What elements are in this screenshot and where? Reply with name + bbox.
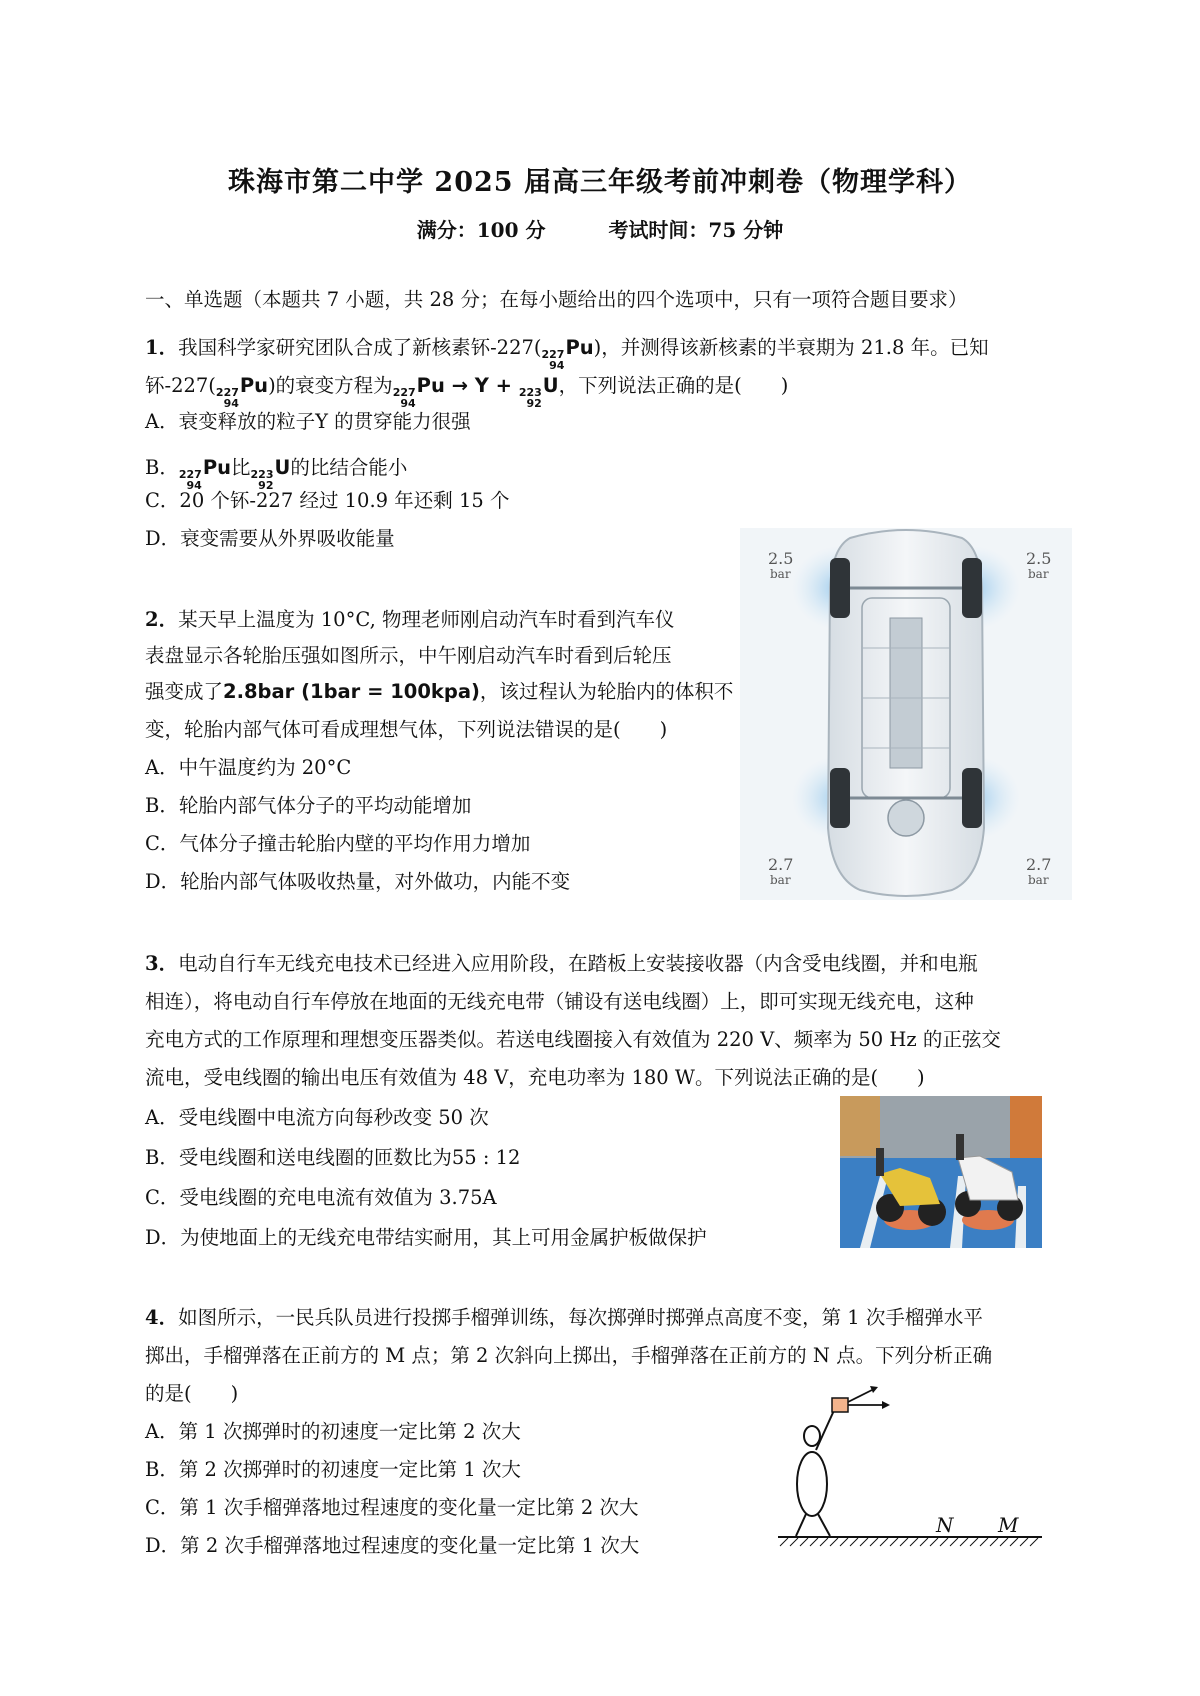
q1-text-a: 我国科学家研究团队合成了新核素钚-227( (178, 336, 542, 359)
tire-unit-rr: bar (1028, 873, 1049, 887)
tire-front-right (962, 558, 982, 618)
q2-number: 2． (145, 608, 179, 631)
oblique-velocity-arrow (848, 1390, 872, 1402)
q4-stem-line2: 掷出，手榴弹落在正前方的 M 点；第 2 次斜向上掷出，手榴弹落在正前方的 N 点。下列分析正确 (145, 1344, 993, 1367)
tire-unit-fl: bar (770, 567, 791, 581)
tire-pressure-figure (740, 528, 1072, 900)
tire-rear-left (830, 768, 850, 828)
pressure-value: 2.8bar (1bar = 100kpa) (223, 680, 480, 703)
q3-option-a: A．受电线圈中电流方向每秒改变 50 次 (145, 1106, 489, 1129)
tire-pressure-rl: 2.7 (768, 855, 794, 874)
q1-text-b: )，并测得该新核素的半衰期为 21.8 年。已知 (593, 336, 989, 359)
q4-option-a: A．第 1 次掷弹时的初速度一定比第 2 次大 (145, 1420, 521, 1443)
nuclide-pu: 227 94 Pu (541, 336, 594, 372)
q4-option-c: C．第 1 次手榴弹落地过程速度的变化量一定比第 2 次大 (145, 1496, 639, 1519)
q1-number: 1． (145, 336, 179, 359)
lane-number: 1 (1014, 1222, 1027, 1247)
ebike-photo (840, 1096, 1042, 1248)
decay-arrow: → Y + (444, 374, 519, 397)
q2-option-d: D．轮胎内部气体吸收热量，对外做功，内能不变 (145, 870, 571, 893)
nuclide-pu: 227 94 Pu (392, 374, 445, 410)
person-leg (796, 1514, 806, 1536)
tire-front-left (830, 558, 850, 618)
nuclide-pu: 227 94 Pu (178, 456, 231, 492)
point-n-label: N (936, 1513, 954, 1537)
q2-option-b: B．轮胎内部气体分子的平均动能增加 (145, 794, 472, 817)
q1-option-c: C．20 个钚-227 经过 10.9 年还剩 15 个 (145, 489, 510, 512)
nuclide-pu: 227 94 Pu (215, 374, 269, 410)
car-diagram (740, 528, 1072, 900)
q4-number: 4． (145, 1306, 179, 1329)
person-leg (818, 1514, 830, 1536)
tire-pressure-fr: 2.5 (1026, 549, 1052, 568)
q2-stem-line4: 变，轮胎内部气体可看成理想气体，下列说法错误的是( ) (145, 718, 668, 741)
tire-pressure-fl: 2.5 (768, 549, 794, 568)
tire-rear-right (962, 768, 982, 828)
tire-pressure-rr: 2.7 (1026, 855, 1052, 874)
q3-stem-line1: 3．电动自行车无线充电技术已经进入应用阶段，在踏板上安装接收器（内含受电线圈，并和电瓶 (145, 952, 978, 975)
q4-option-d: D．第 2 次手榴弹落地过程速度的变化量一定比第 1 次大 (145, 1534, 640, 1557)
q2-stem-line2: 表盘显示各轮胎压强如图所示，中午刚启动汽车时看到后轮压 (145, 644, 672, 667)
exam-time: 考试时间：75 分钟 (608, 218, 784, 242)
ground-hatch (780, 1538, 1038, 1546)
tire-unit-fr: bar (1028, 567, 1049, 581)
q1-option-a: A．衰变释放的粒子Y 的贯穿能力很强 (145, 410, 471, 433)
q2-stem-line3: 强变成了2.8bar (1bar = 100kpa)，该过程认为轮胎内的体积不 (145, 680, 734, 703)
grenade-throw-figure (776, 1384, 1048, 1556)
q3-option-b: B．受电线圈和送电线圈的匝数比为55 : 12 (145, 1146, 521, 1169)
q1-option-b: B． 227 94 Pu比 223 92 U的比结合能小 (145, 456, 408, 492)
q4-stem-line1: 4．如图所示，一民兵队员进行投掷手榴弹训练，每次掷弹时掷弹点高度不变，第 1 次手榴弹水平 (145, 1306, 983, 1329)
q3-option-d: D．为使地面上的无线充电带结实耐用，其上可用金属护板做保护 (145, 1226, 707, 1249)
person-head (804, 1426, 820, 1446)
tire-unit-rl: bar (770, 873, 791, 887)
q2-option-c: C．气体分子撞击轮胎内壁的平均作用力增加 (145, 832, 531, 855)
nuclide-u: 223 92 U (518, 374, 559, 410)
grenade (832, 1398, 848, 1412)
section-heading: 一、单选题（本题共 7 小题，共 28 分；在每小题给出的四个选项中，只有一项符合题目要求） (145, 288, 968, 311)
point-m-label: M (998, 1513, 1019, 1537)
q1-option-d: D．衰变需要从外界吸收能量 (145, 527, 395, 550)
q4-stem-line3: 的是( ) (145, 1382, 239, 1405)
nuclide-u: 223 92 U (250, 456, 291, 492)
q4-option-b: B．第 2 次掷弹时的初速度一定比第 1 次大 (145, 1458, 521, 1481)
page-title: 珠海市第二中学 2025 届高三年级考前冲刺卷（物理学科） (228, 167, 972, 198)
q3-stem-line4: 流电，受电线圈的输出电压有效值为 48 V，充电功率为 180 W。下列说法正确的是( ) (145, 1066, 925, 1089)
q2-option-a: A．中午温度约为 20°C (145, 756, 352, 779)
q1-stem-line2: 钚-227( 227 94 Pu)的衰变方程为 227 94 Pu → Y + 223 92 U，下列说法正确的是( ) (145, 374, 789, 410)
full-score: 满分：100 分 (416, 218, 546, 242)
exam-info (0, 214, 1200, 243)
q3-option-c: C．受电线圈的充电电流有效值为 3.75A (145, 1186, 497, 1209)
q3-stem-line3: 充电方式的工作原理和理想变压器类似。若送电线圈接入有效值为 220 V、频率为 50 Hz 的正弦交 (145, 1028, 1001, 1051)
q2-stem-line1: 2．某天早上温度为 10°C, 物理老师刚启动汽车时看到汽车仪 (145, 608, 675, 631)
q3-stem-line2: 相连），将电动自行车停放在地面的无线充电带（铺设有送电线圈）上，即可实现无线充电，这种 (145, 990, 974, 1013)
q3-number: 3． (145, 952, 179, 975)
battery-pack (890, 618, 922, 768)
q1-stem-line1 (145, 334, 989, 371)
person-body (797, 1452, 827, 1516)
